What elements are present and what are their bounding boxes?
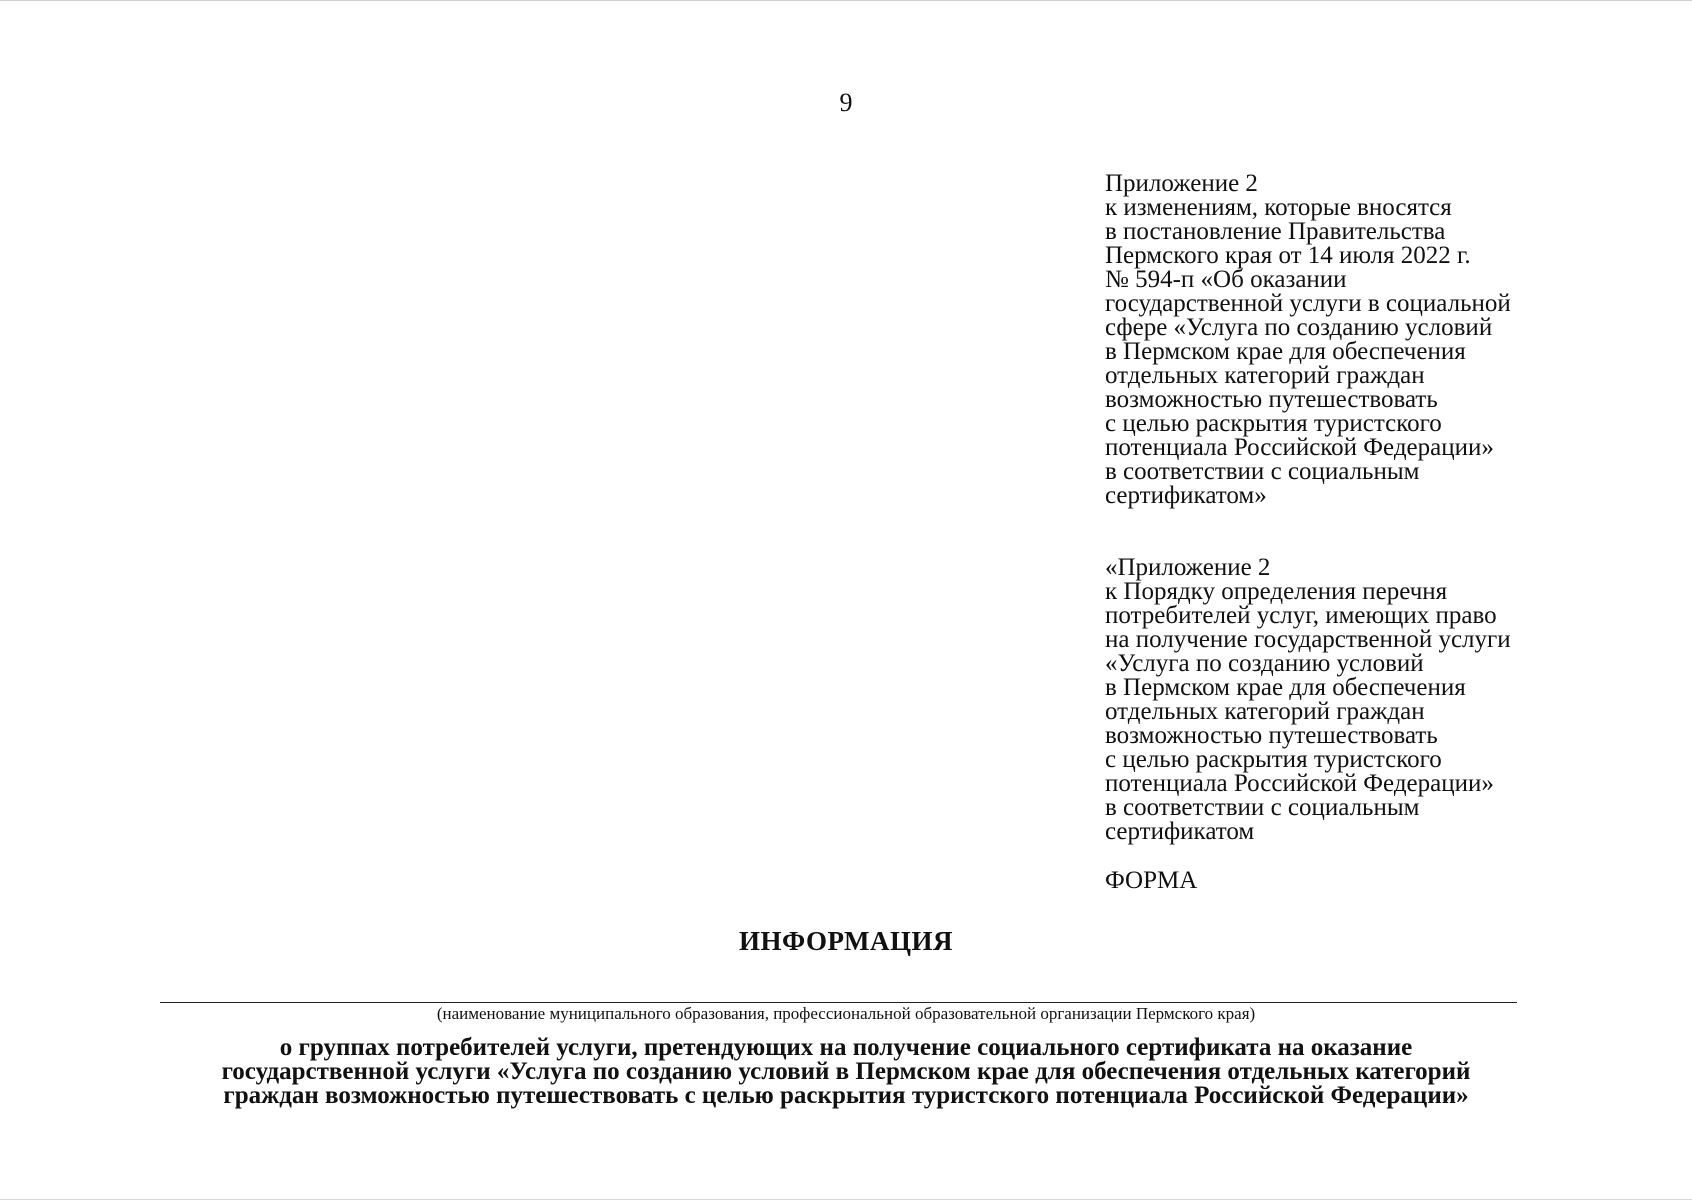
appendix-1-line: в Пермском крае для обеспечения: [1105, 338, 1466, 365]
appendix-2-line: в соответствии с социальным: [1105, 794, 1420, 821]
document-title: ИНФОРМАЦИЯ: [739, 926, 953, 956]
fill-in-caption: (наименование муниципального образования, профессиональной образовательной организации Пермского края): [436, 1004, 1256, 1023]
appendix-2-line: на получение государственной услуги: [1105, 626, 1511, 653]
appendix-1-line: № 594-п «Об оказании: [1105, 266, 1347, 293]
subtitle-line: о группах потребителей услуги, претендующих на получение социального сертификата на оказание: [279, 1034, 1413, 1061]
appendix-1-line: Пермского края от 14 июля 2022 г.: [1105, 242, 1471, 269]
appendix-1-line: в постановление Правительства: [1105, 218, 1446, 245]
appendix-2-line: потенциала Российской Федерации»: [1105, 770, 1494, 797]
appendix-2-line: с целью раскрытия туристского: [1105, 746, 1442, 773]
page-number: 9: [839, 88, 853, 117]
appendix-1-line: государственной услуги в социальной: [1105, 290, 1511, 317]
appendix-2-line: «Приложение 2: [1105, 554, 1271, 581]
appendix-2-line: потребителей услуг, имеющих право: [1105, 602, 1497, 629]
appendix-2-line: к Порядку определения перечня: [1105, 578, 1448, 605]
appendix-1-line: возможностью путешествовать: [1105, 386, 1438, 413]
appendix-2-line: «Услуга по созданию условий: [1105, 650, 1424, 677]
fill-in-line: [160, 1002, 1517, 1003]
appendix-1-line: потенциала Российской Федерации»: [1105, 434, 1494, 461]
appendix-2-header: [1105, 556, 1665, 844]
appendix-1-line: отдельных категорий граждан: [1105, 362, 1425, 389]
appendix-2-line: возможностью путешествовать: [1105, 722, 1438, 749]
appendix-1-line: с целью раскрытия туристского: [1105, 410, 1442, 437]
subtitle-line: государственной услуги «Услуга по созданию условий в Пермском крае для обеспечения отдельных категорий: [221, 1058, 1471, 1085]
appendix-1-line: в соответствии с социальным: [1105, 458, 1420, 485]
appendix-2-line: отдельных категорий граждан: [1105, 698, 1425, 725]
appendix-1-line: сфере «Услуга по созданию условий: [1105, 314, 1493, 341]
appendix-2-line: в Пермском крае для обеспечения: [1105, 674, 1466, 701]
form-label: ФОРМА: [1105, 867, 1198, 894]
document-subtitle: [60, 1036, 1632, 1108]
appendix-1-line: Приложение 2: [1105, 170, 1258, 197]
appendix-1-line: сертификатом»: [1105, 482, 1267, 509]
appendix-2-line: сертификатом: [1105, 818, 1255, 845]
appendix-1-header: [1105, 172, 1665, 508]
appendix-1-line: к изменениям, которые вносятся: [1105, 194, 1452, 221]
subtitle-line: граждан возможностью путешествовать с целью раскрытия туристского потенциала Российской Федерации»: [223, 1082, 1469, 1109]
